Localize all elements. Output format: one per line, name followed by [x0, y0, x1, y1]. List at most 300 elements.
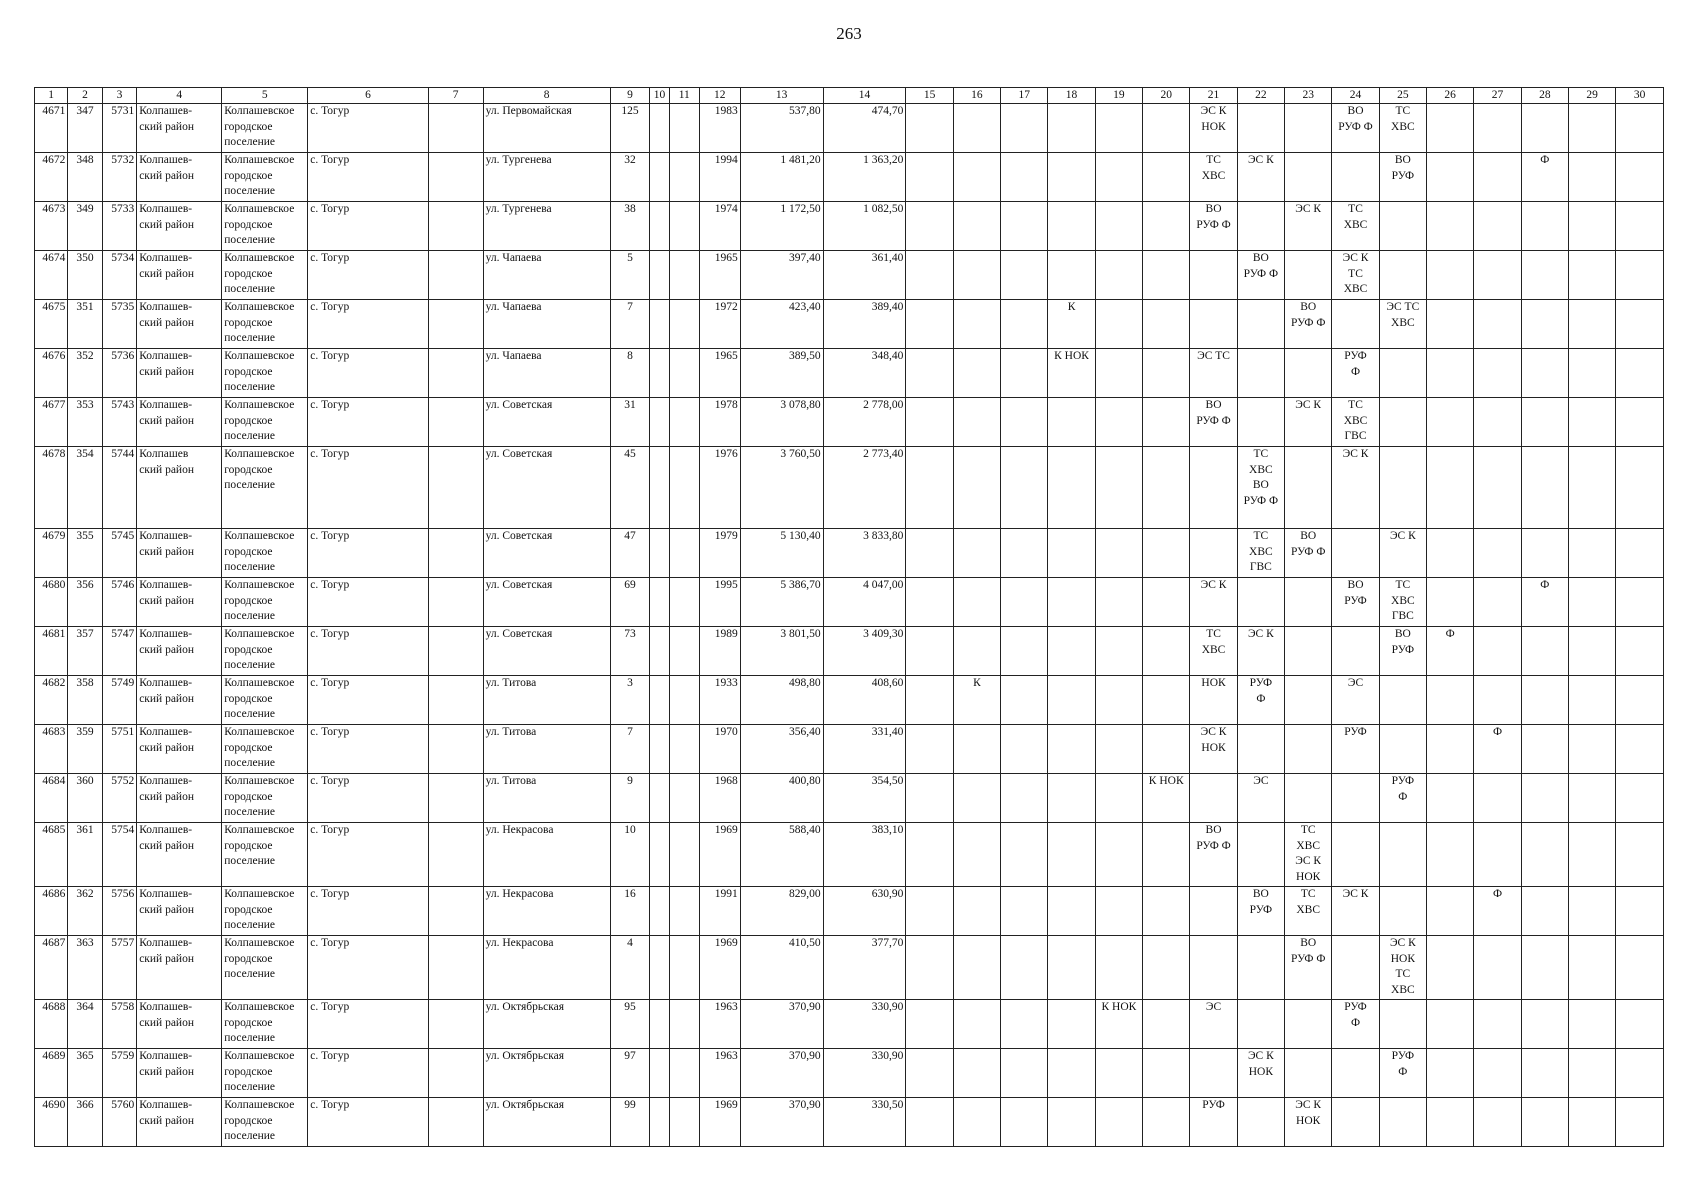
house-number-cell: 125: [610, 104, 650, 153]
locality-cell: с. Тогур: [308, 153, 429, 202]
work-type-cell: [1427, 300, 1474, 349]
column-header: 27: [1474, 88, 1521, 104]
col-11-cell: [669, 251, 699, 300]
col-10-cell: [650, 1049, 669, 1098]
col-10-cell: [650, 887, 669, 936]
work-type-cell: [1143, 1000, 1190, 1049]
work-type-cell: [1285, 725, 1332, 774]
work-type-cell: [1521, 202, 1568, 251]
year-built-cell: 1995: [699, 578, 740, 627]
work-type-cell: ВО РУФ Ф: [1190, 398, 1237, 447]
column-header: 18: [1048, 88, 1095, 104]
work-type-cell: [1048, 1049, 1095, 1098]
work-type-cell: [1048, 202, 1095, 251]
total-area-cell: 389,50: [740, 349, 823, 398]
work-type-cell: [1001, 300, 1048, 349]
living-area-cell: 354,50: [823, 774, 906, 823]
living-area-cell: 1 363,20: [823, 153, 906, 202]
work-type-cell: [1616, 202, 1664, 251]
work-type-cell: ЭС К: [1379, 529, 1426, 578]
locality-cell: с. Тогур: [308, 725, 429, 774]
record-number-cell: 4675: [35, 300, 68, 349]
work-type-cell: [1332, 529, 1379, 578]
record-number-cell: 4690: [35, 1098, 68, 1147]
work-type-cell: [1095, 349, 1142, 398]
table-row: [35, 1049, 1664, 1098]
locality-cell: с. Тогур: [308, 251, 429, 300]
work-type-cell: [953, 823, 1000, 887]
table-row: [35, 529, 1664, 578]
col-10-cell: [650, 936, 669, 1000]
column-header: 12: [699, 88, 740, 104]
col-7-cell: [428, 627, 483, 676]
record-number-cell: 4684: [35, 774, 68, 823]
work-type-cell: [1474, 447, 1521, 529]
work-type-cell: [1095, 153, 1142, 202]
table-row: [35, 725, 1664, 774]
work-type-cell: [1001, 398, 1048, 447]
work-type-cell: К НОК: [1048, 349, 1095, 398]
work-type-cell: [1001, 104, 1048, 153]
work-type-cell: [1474, 153, 1521, 202]
work-type-cell: [953, 1049, 1000, 1098]
col-7-cell: [428, 349, 483, 398]
street-cell: ул. Чапаева: [483, 251, 610, 300]
col-10-cell: [650, 529, 669, 578]
work-type-cell: [1332, 1049, 1379, 1098]
work-type-cell: [1048, 627, 1095, 676]
work-type-cell: [1285, 349, 1332, 398]
work-type-cell: [1521, 529, 1568, 578]
work-type-cell: [1095, 578, 1142, 627]
work-type-cell: ТС ХВС: [1332, 202, 1379, 251]
work-type-cell: [1285, 447, 1332, 529]
record-number-cell: 4682: [35, 676, 68, 725]
work-type-cell: [1427, 251, 1474, 300]
object-id-cell: 5754: [102, 823, 136, 887]
street-cell: ул. Некрасова: [483, 887, 610, 936]
work-type-cell: [906, 1098, 953, 1147]
work-type-cell: [1332, 774, 1379, 823]
work-type-cell: [1474, 627, 1521, 676]
street-cell: ул. Титова: [483, 676, 610, 725]
year-built-cell: 1969: [699, 1098, 740, 1147]
district-cell: Колпашев- ский район: [137, 349, 222, 398]
col-11-cell: [669, 774, 699, 823]
column-header: 26: [1427, 88, 1474, 104]
street-cell: ул. Октябрьская: [483, 1098, 610, 1147]
work-type-cell: [1332, 300, 1379, 349]
work-type-cell: [906, 251, 953, 300]
work-type-cell: [1095, 529, 1142, 578]
record-number-cell: 4673: [35, 202, 68, 251]
work-type-cell: [1095, 104, 1142, 153]
work-type-cell: [1427, 349, 1474, 398]
total-area-cell: 410,50: [740, 936, 823, 1000]
object-id-cell: 5732: [102, 153, 136, 202]
section-number-cell: 355: [68, 529, 102, 578]
work-type-cell: [1521, 936, 1568, 1000]
table-row: [35, 887, 1664, 936]
column-number-header: [35, 88, 1664, 104]
work-type-cell: [1569, 936, 1616, 1000]
work-type-cell: РУФ Ф: [1379, 1049, 1426, 1098]
work-type-cell: [953, 1098, 1000, 1147]
year-built-cell: 1994: [699, 153, 740, 202]
table-row: [35, 104, 1664, 153]
living-area-cell: 389,40: [823, 300, 906, 349]
district-cell: Колпашев- ский район: [137, 202, 222, 251]
work-type-cell: [953, 887, 1000, 936]
col-10-cell: [650, 398, 669, 447]
work-type-cell: [1616, 774, 1664, 823]
col-7-cell: [428, 1098, 483, 1147]
street-cell: ул. Чапаева: [483, 300, 610, 349]
work-type-cell: [1474, 529, 1521, 578]
work-type-cell: [1143, 578, 1190, 627]
house-number-cell: 95: [610, 1000, 650, 1049]
col-7-cell: [428, 823, 483, 887]
column-header: 22: [1237, 88, 1284, 104]
work-type-cell: [1095, 1098, 1142, 1147]
page-number: 263: [836, 24, 862, 43]
work-type-cell: [1095, 887, 1142, 936]
street-cell: ул. Некрасова: [483, 936, 610, 1000]
col-7-cell: [428, 936, 483, 1000]
work-type-cell: [1427, 447, 1474, 529]
work-type-cell: [1190, 300, 1237, 349]
col-10-cell: [650, 676, 669, 725]
work-type-cell: [1616, 529, 1664, 578]
work-type-cell: [953, 300, 1000, 349]
table-row: [35, 578, 1664, 627]
work-type-cell: [1569, 398, 1616, 447]
work-type-cell: [1001, 887, 1048, 936]
work-type-cell: [1521, 823, 1568, 887]
locality-cell: с. Тогур: [308, 300, 429, 349]
section-number-cell: 358: [68, 676, 102, 725]
settlement-cell: Колпашевское городское поселение: [222, 936, 308, 1000]
record-number-cell: 4672: [35, 153, 68, 202]
living-area-cell: 361,40: [823, 251, 906, 300]
work-type-cell: ТС ХВС: [1190, 153, 1237, 202]
house-number-cell: 32: [610, 153, 650, 202]
work-type-cell: [1569, 349, 1616, 398]
district-cell: Колпашев- ский район: [137, 300, 222, 349]
col-7-cell: [428, 202, 483, 251]
district-cell: Колпашев- ский район: [137, 823, 222, 887]
work-type-cell: [1237, 202, 1284, 251]
work-type-cell: [1569, 823, 1616, 887]
work-type-cell: [1569, 676, 1616, 725]
locality-cell: с. Тогур: [308, 676, 429, 725]
total-area-cell: 537,80: [740, 104, 823, 153]
living-area-cell: 377,70: [823, 936, 906, 1000]
work-type-cell: [1569, 887, 1616, 936]
work-type-cell: ЭС К НОК: [1190, 725, 1237, 774]
work-type-cell: [1048, 578, 1095, 627]
work-type-cell: ЭС К НОК: [1237, 1049, 1284, 1098]
work-type-cell: ЭС ТС: [1190, 349, 1237, 398]
work-type-cell: [1332, 1098, 1379, 1147]
settlement-cell: Колпашевское городское поселение: [222, 251, 308, 300]
work-type-cell: [1616, 676, 1664, 725]
work-type-cell: [1379, 202, 1426, 251]
work-type-cell: [1616, 153, 1664, 202]
settlement-cell: Колпашевское городское поселение: [222, 725, 308, 774]
column-header: 28: [1521, 88, 1568, 104]
col-7-cell: [428, 251, 483, 300]
work-type-cell: [1474, 578, 1521, 627]
work-type-cell: [1427, 774, 1474, 823]
work-type-cell: [1237, 104, 1284, 153]
work-type-cell: ТС ХВС: [1285, 887, 1332, 936]
column-header: 19: [1095, 88, 1142, 104]
living-area-cell: 2 773,40: [823, 447, 906, 529]
house-number-cell: 16: [610, 887, 650, 936]
work-type-cell: ВО РУФ Ф: [1285, 529, 1332, 578]
table-row: [35, 774, 1664, 823]
work-type-cell: ЭС: [1237, 774, 1284, 823]
work-type-cell: [1616, 725, 1664, 774]
work-type-cell: [953, 774, 1000, 823]
house-number-cell: 10: [610, 823, 650, 887]
year-built-cell: 1968: [699, 774, 740, 823]
work-type-cell: [1569, 627, 1616, 676]
table-row: [35, 398, 1664, 447]
work-type-cell: ЭС К: [1237, 153, 1284, 202]
work-type-cell: [1001, 627, 1048, 676]
work-type-cell: [1332, 153, 1379, 202]
col-10-cell: [650, 447, 669, 529]
work-type-cell: [1143, 1098, 1190, 1147]
column-header: 7: [428, 88, 483, 104]
work-type-cell: [1427, 202, 1474, 251]
object-id-cell: 5747: [102, 627, 136, 676]
work-type-cell: [1095, 398, 1142, 447]
work-type-cell: ЭС К: [1332, 447, 1379, 529]
work-type-cell: ВО РУФ Ф: [1285, 936, 1332, 1000]
work-type-cell: [1285, 251, 1332, 300]
work-type-cell: [906, 774, 953, 823]
col-7-cell: [428, 1000, 483, 1049]
work-type-cell: ТС ХВС ГВС: [1237, 529, 1284, 578]
street-cell: ул. Титова: [483, 774, 610, 823]
column-header: 1: [35, 88, 68, 104]
object-id-cell: 5734: [102, 251, 136, 300]
work-type-cell: [1379, 725, 1426, 774]
locality-cell: с. Тогур: [308, 202, 429, 251]
column-header: 21: [1190, 88, 1237, 104]
year-built-cell: 1963: [699, 1000, 740, 1049]
work-type-cell: [1095, 300, 1142, 349]
work-type-cell: [1001, 936, 1048, 1000]
work-type-cell: ТС ХВС ГВС: [1332, 398, 1379, 447]
work-type-cell: [1001, 251, 1048, 300]
work-type-cell: НОК: [1190, 676, 1237, 725]
total-area-cell: 5 386,70: [740, 578, 823, 627]
col-7-cell: [428, 529, 483, 578]
section-number-cell: 362: [68, 887, 102, 936]
work-type-cell: [906, 1049, 953, 1098]
work-type-cell: [1143, 300, 1190, 349]
work-type-cell: ВО РУФ: [1237, 887, 1284, 936]
work-type-cell: ТС ХВС ЭС К НОК: [1285, 823, 1332, 887]
year-built-cell: 1963: [699, 1049, 740, 1098]
living-area-cell: 383,10: [823, 823, 906, 887]
work-type-cell: ЭС К ТС ХВС: [1332, 251, 1379, 300]
work-type-cell: [1427, 936, 1474, 1000]
work-type-cell: [1427, 823, 1474, 887]
col-11-cell: [669, 1049, 699, 1098]
work-type-cell: [1143, 936, 1190, 1000]
col-10-cell: [650, 774, 669, 823]
object-id-cell: 5749: [102, 676, 136, 725]
table-row: [35, 1098, 1664, 1147]
work-type-cell: [1001, 823, 1048, 887]
work-type-cell: [1521, 725, 1568, 774]
work-type-cell: [1048, 153, 1095, 202]
total-area-cell: 588,40: [740, 823, 823, 887]
living-area-cell: 474,70: [823, 104, 906, 153]
work-type-cell: [1190, 251, 1237, 300]
house-number-cell: 7: [610, 300, 650, 349]
work-type-cell: [1143, 627, 1190, 676]
total-area-cell: 400,80: [740, 774, 823, 823]
work-type-cell: [1616, 104, 1664, 153]
col-11-cell: [669, 349, 699, 398]
col-10-cell: [650, 578, 669, 627]
work-type-cell: [1616, 1098, 1664, 1147]
work-type-cell: [1616, 887, 1664, 936]
work-type-cell: [1521, 251, 1568, 300]
street-cell: ул. Тургенева: [483, 153, 610, 202]
record-number-cell: 4674: [35, 251, 68, 300]
living-area-cell: 2 778,00: [823, 398, 906, 447]
section-number-cell: 363: [68, 936, 102, 1000]
work-type-cell: [1474, 300, 1521, 349]
work-type-cell: [1048, 104, 1095, 153]
work-type-cell: [906, 447, 953, 529]
work-type-cell: [1569, 202, 1616, 251]
year-built-cell: 1991: [699, 887, 740, 936]
total-area-cell: 3 801,50: [740, 627, 823, 676]
work-type-cell: [953, 725, 1000, 774]
work-type-cell: [1095, 936, 1142, 1000]
work-type-cell: [1285, 578, 1332, 627]
work-type-cell: [1474, 104, 1521, 153]
record-number-cell: 4688: [35, 1000, 68, 1049]
work-type-cell: [1237, 398, 1284, 447]
work-type-cell: [953, 398, 1000, 447]
work-type-cell: [1048, 725, 1095, 774]
work-type-cell: [1569, 104, 1616, 153]
work-type-cell: [1521, 398, 1568, 447]
work-type-cell: [1379, 349, 1426, 398]
work-type-cell: [1285, 1000, 1332, 1049]
work-type-cell: [1190, 887, 1237, 936]
section-number-cell: 348: [68, 153, 102, 202]
work-type-cell: [1474, 398, 1521, 447]
object-id-cell: 5751: [102, 725, 136, 774]
work-type-cell: [1143, 823, 1190, 887]
year-built-cell: 1974: [699, 202, 740, 251]
work-type-cell: [1001, 1098, 1048, 1147]
year-built-cell: 1969: [699, 936, 740, 1000]
locality-cell: с. Тогур: [308, 1049, 429, 1098]
column-header: 11: [669, 88, 699, 104]
street-cell: ул. Советская: [483, 398, 610, 447]
work-type-cell: [1569, 774, 1616, 823]
total-area-cell: 5 130,40: [740, 529, 823, 578]
work-type-cell: [1521, 447, 1568, 529]
col-10-cell: [650, 251, 669, 300]
section-number-cell: 359: [68, 725, 102, 774]
work-type-cell: [1521, 1049, 1568, 1098]
work-type-cell: [1616, 349, 1664, 398]
district-cell: Колпашев- ский район: [137, 676, 222, 725]
work-type-cell: [1521, 676, 1568, 725]
total-area-cell: 1 481,20: [740, 153, 823, 202]
work-type-cell: [1427, 725, 1474, 774]
locality-cell: с. Тогур: [308, 578, 429, 627]
work-type-cell: [1143, 447, 1190, 529]
district-cell: Колпашев- ский район: [137, 627, 222, 676]
col-11-cell: [669, 627, 699, 676]
col-10-cell: [650, 202, 669, 251]
work-type-cell: ЭС ТС ХВС: [1379, 300, 1426, 349]
house-number-cell: 9: [610, 774, 650, 823]
work-type-cell: [953, 936, 1000, 1000]
work-type-cell: [1237, 936, 1284, 1000]
work-type-cell: [1616, 251, 1664, 300]
street-cell: ул. Первомайская: [483, 104, 610, 153]
record-number-cell: 4689: [35, 1049, 68, 1098]
locality-cell: с. Тогур: [308, 349, 429, 398]
work-type-cell: [1285, 774, 1332, 823]
work-type-cell: [906, 627, 953, 676]
object-id-cell: 5752: [102, 774, 136, 823]
work-type-cell: РУФ Ф: [1332, 349, 1379, 398]
work-type-cell: [1143, 398, 1190, 447]
house-number-cell: 4: [610, 936, 650, 1000]
work-type-cell: [1143, 529, 1190, 578]
settlement-cell: Колпашевское городское поселение: [222, 887, 308, 936]
living-area-cell: 348,40: [823, 349, 906, 398]
work-type-cell: [1474, 676, 1521, 725]
year-built-cell: 1969: [699, 823, 740, 887]
work-type-cell: [1379, 887, 1426, 936]
col-7-cell: [428, 447, 483, 529]
record-number-cell: 4683: [35, 725, 68, 774]
work-type-cell: [1001, 725, 1048, 774]
column-header: 9: [610, 88, 650, 104]
locality-cell: с. Тогур: [308, 447, 429, 529]
living-area-cell: 330,90: [823, 1049, 906, 1098]
work-type-cell: [953, 1000, 1000, 1049]
locality-cell: с. Тогур: [308, 1098, 429, 1147]
work-type-cell: [953, 627, 1000, 676]
col-10-cell: [650, 153, 669, 202]
work-type-cell: [1001, 1000, 1048, 1049]
col-11-cell: [669, 300, 699, 349]
work-type-cell: [1001, 202, 1048, 251]
col-11-cell: [669, 529, 699, 578]
work-type-cell: [1569, 447, 1616, 529]
work-type-cell: [906, 1000, 953, 1049]
col-11-cell: [669, 823, 699, 887]
work-type-cell: [1048, 251, 1095, 300]
